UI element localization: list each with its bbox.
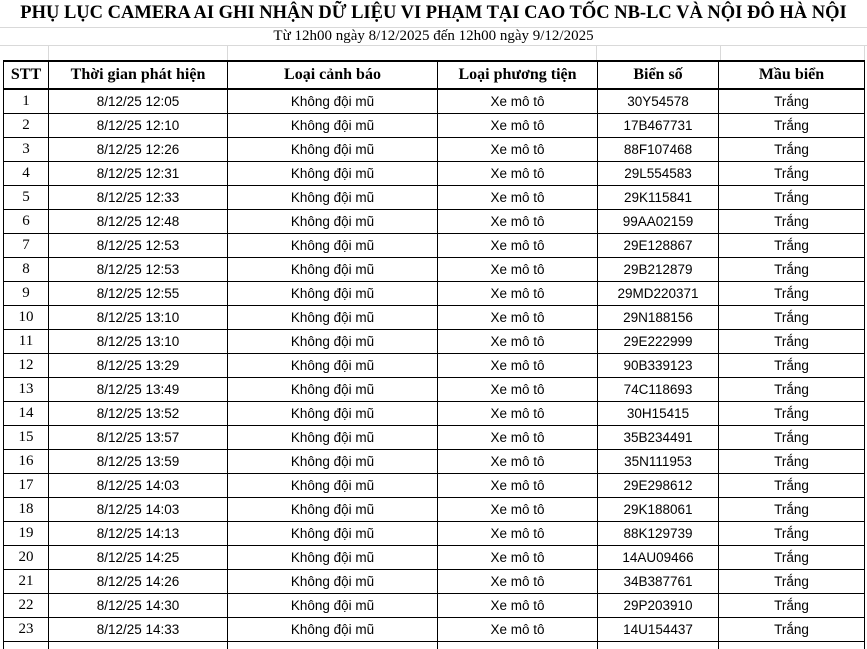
cell-stt: 14 (4, 401, 49, 425)
spacer-row (0, 46, 867, 60)
cell-plate-color: Trắng (719, 449, 865, 473)
cell-plate: 35B234491 (598, 425, 719, 449)
cell-stt: 17 (4, 473, 49, 497)
cell-warning-type: Không đội mũ (228, 521, 438, 545)
table-header (4, 61, 865, 89)
table-row (4, 305, 865, 329)
cell-vehicle-type: Xe mô tô (438, 449, 598, 473)
cell-stt: 1 (4, 89, 49, 113)
cell-vehicle-type: Xe mô tô (438, 137, 598, 161)
cell-plate-color: Trắng (719, 377, 865, 401)
cell-plate: 29K188061 (598, 497, 719, 521)
column-header-stt: STT (4, 61, 49, 89)
gridline-vertical (864, 46, 865, 60)
cell-plate-color: Trắng (719, 401, 865, 425)
cell-warning-type (228, 641, 438, 649)
cell-stt: 19 (4, 521, 49, 545)
cell-detected-at: 8/12/25 12:53 (49, 257, 228, 281)
cell-detected-at: 8/12/25 13:52 (49, 401, 228, 425)
cell-stt: 18 (4, 497, 49, 521)
cell-plate: 17B467731 (598, 113, 719, 137)
cell-plate: 30Y54578 (598, 89, 719, 113)
cell-vehicle-type: Xe mô tô (438, 161, 598, 185)
cell-plate: 34B387761 (598, 569, 719, 593)
cell-stt: 6 (4, 209, 49, 233)
cell-warning-type: Không đội mũ (228, 89, 438, 113)
table-row (4, 425, 865, 449)
cell-detected-at: 8/12/25 13:59 (49, 449, 228, 473)
cell-plate: 29P203910 (598, 593, 719, 617)
table-row (4, 161, 865, 185)
cell-stt: 22 (4, 593, 49, 617)
cell-plate: 29N188156 (598, 305, 719, 329)
cell-plate: 99AA02159 (598, 209, 719, 233)
cell-plate: 29MD220371 (598, 281, 719, 305)
cell-plate: 35N111953 (598, 449, 719, 473)
cell-detected-at: 8/12/25 14:33 (49, 617, 228, 641)
cell-detected-at: 8/12/25 14:13 (49, 521, 228, 545)
cell-vehicle-type: Xe mô tô (438, 377, 598, 401)
table-row (4, 209, 865, 233)
table-row (4, 521, 865, 545)
cell-plate-color (719, 641, 865, 649)
table-row (4, 257, 865, 281)
cell-detected-at: 8/12/25 12:10 (49, 113, 228, 137)
cell-detected-at: 8/12/25 13:29 (49, 353, 228, 377)
cell-warning-type: Không đội mũ (228, 137, 438, 161)
cell-warning-type: Không đội mũ (228, 185, 438, 209)
cell-detected-at: 8/12/25 12:48 (49, 209, 228, 233)
cell-plate: 14AU09466 (598, 545, 719, 569)
table-row (4, 281, 865, 305)
violations-table (3, 60, 865, 649)
cell-stt: 10 (4, 305, 49, 329)
table-row (4, 473, 865, 497)
table-row (4, 233, 865, 257)
cell-vehicle-type: Xe mô tô (438, 545, 598, 569)
cell-detected-at: 8/12/25 12:33 (49, 185, 228, 209)
cell-warning-type: Không đội mũ (228, 353, 438, 377)
cell-warning-type: Không đội mũ (228, 233, 438, 257)
cell-stt: 16 (4, 449, 49, 473)
cell-detected-at: 8/12/25 14:26 (49, 569, 228, 593)
cell-plate: 29B212879 (598, 257, 719, 281)
cell-plate-color: Trắng (719, 209, 865, 233)
header-row (4, 61, 865, 89)
partial-row (4, 641, 865, 649)
cell-plate-color: Trắng (719, 593, 865, 617)
table-row (4, 593, 865, 617)
column-header-color: Mầu biển (719, 61, 865, 89)
cell-warning-type: Không đội mũ (228, 401, 438, 425)
cell-detected-at: 8/12/25 13:49 (49, 377, 228, 401)
column-header-time: Thời gian phát hiện (49, 61, 228, 89)
table-row (4, 449, 865, 473)
cell-stt: 8 (4, 257, 49, 281)
cell-detected-at: 8/12/25 13:10 (49, 305, 228, 329)
cell-vehicle-type: Xe mô tô (438, 329, 598, 353)
cell-stt (4, 641, 49, 649)
cell-plate: 90B339123 (598, 353, 719, 377)
cell-vehicle-type: Xe mô tô (438, 569, 598, 593)
cell-stt: 9 (4, 281, 49, 305)
cell-warning-type: Không đội mũ (228, 161, 438, 185)
cell-detected-at (49, 641, 228, 649)
cell-stt: 5 (4, 185, 49, 209)
cell-warning-type: Không đội mũ (228, 545, 438, 569)
report-title: PHỤ LỤC CAMERA AI GHI NHẬN DỮ LIỆU VI PHẠM TẠI CAO TỐC NB-LC VÀ NỘI ĐÔ HÀ NỘI (0, 0, 867, 28)
cell-vehicle-type: Xe mô tô (438, 281, 598, 305)
cell-detected-at: 8/12/25 14:03 (49, 497, 228, 521)
cell-stt: 23 (4, 617, 49, 641)
cell-vehicle-type: Xe mô tô (438, 113, 598, 137)
cell-plate-color: Trắng (719, 89, 865, 113)
cell-plate-color: Trắng (719, 137, 865, 161)
cell-warning-type: Không đội mũ (228, 113, 438, 137)
table-row (4, 113, 865, 137)
cell-detected-at: 8/12/25 14:30 (49, 593, 228, 617)
report-subtitle: Từ 12h00 ngày 8/12/2025 đến 12h00 ngày 9/12/2025 (0, 28, 867, 46)
cell-vehicle-type: Xe mô tô (438, 401, 598, 425)
gridline-vertical (720, 46, 721, 60)
cell-vehicle-type: Xe mô tô (438, 497, 598, 521)
cell-warning-type: Không đội mũ (228, 425, 438, 449)
column-header-vehicle: Loại phương tiện (438, 61, 598, 89)
cell-vehicle-type: Xe mô tô (438, 209, 598, 233)
cell-vehicle-type (438, 641, 598, 649)
table-row (4, 89, 865, 113)
table-row (4, 545, 865, 569)
cell-plate-color: Trắng (719, 257, 865, 281)
cell-stt: 7 (4, 233, 49, 257)
cell-stt: 20 (4, 545, 49, 569)
gridline-vertical (596, 46, 597, 60)
cell-stt: 15 (4, 425, 49, 449)
cell-vehicle-type: Xe mô tô (438, 473, 598, 497)
cell-warning-type: Không đội mũ (228, 377, 438, 401)
table-row (4, 401, 865, 425)
cell-warning-type: Không đội mũ (228, 569, 438, 593)
cell-plate-color: Trắng (719, 425, 865, 449)
cell-plate-color: Trắng (719, 305, 865, 329)
cell-plate-color: Trắng (719, 329, 865, 353)
cell-plate-color: Trắng (719, 281, 865, 305)
table-row (4, 329, 865, 353)
cell-plate-color: Trắng (719, 233, 865, 257)
cell-plate: 29L554583 (598, 161, 719, 185)
table-row (4, 137, 865, 161)
cell-plate: 29E298612 (598, 473, 719, 497)
cell-detected-at: 8/12/25 12:31 (49, 161, 228, 185)
gridline-vertical (48, 46, 49, 60)
table-row (4, 617, 865, 641)
cell-plate-color: Trắng (719, 353, 865, 377)
gridline-vertical (227, 46, 228, 60)
cell-plate-color: Trắng (719, 185, 865, 209)
cell-vehicle-type: Xe mô tô (438, 305, 598, 329)
cell-plate: 88K129739 (598, 521, 719, 545)
cell-detected-at: 8/12/25 12:55 (49, 281, 228, 305)
cell-detected-at: 8/12/25 13:57 (49, 425, 228, 449)
cell-vehicle-type: Xe mô tô (438, 425, 598, 449)
cell-vehicle-type: Xe mô tô (438, 257, 598, 281)
cell-vehicle-type: Xe mô tô (438, 521, 598, 545)
cell-plate: 29K115841 (598, 185, 719, 209)
cell-vehicle-type: Xe mô tô (438, 353, 598, 377)
table-body (4, 89, 865, 649)
column-header-warning: Loại cảnh báo (228, 61, 438, 89)
cell-vehicle-type: Xe mô tô (438, 233, 598, 257)
cell-plate-color: Trắng (719, 617, 865, 641)
cell-warning-type: Không đội mũ (228, 473, 438, 497)
cell-detected-at: 8/12/25 13:10 (49, 329, 228, 353)
cell-vehicle-type: Xe mô tô (438, 593, 598, 617)
cell-plate: 88F107468 (598, 137, 719, 161)
table-row (4, 185, 865, 209)
cell-detected-at: 8/12/25 12:05 (49, 89, 228, 113)
table-row (4, 353, 865, 377)
cell-warning-type: Không đội mũ (228, 497, 438, 521)
cell-stt: 3 (4, 137, 49, 161)
cell-plate (598, 641, 719, 649)
cell-plate: 14U154437 (598, 617, 719, 641)
cell-plate-color: Trắng (719, 113, 865, 137)
cell-plate-color: Trắng (719, 521, 865, 545)
table-row (4, 497, 865, 521)
cell-plate-color: Trắng (719, 473, 865, 497)
cell-plate: 29E222999 (598, 329, 719, 353)
cell-warning-type: Không đội mũ (228, 617, 438, 641)
cell-vehicle-type: Xe mô tô (438, 89, 598, 113)
cell-stt: 4 (4, 161, 49, 185)
cell-plate: 30H15415 (598, 401, 719, 425)
cell-plate: 29E128867 (598, 233, 719, 257)
cell-warning-type: Không đội mũ (228, 593, 438, 617)
cell-detected-at: 8/12/25 12:53 (49, 233, 228, 257)
cell-plate-color: Trắng (719, 545, 865, 569)
cell-plate-color: Trắng (719, 161, 865, 185)
table-row (4, 377, 865, 401)
cell-warning-type: Không đội mũ (228, 281, 438, 305)
cell-warning-type: Không đội mũ (228, 329, 438, 353)
cell-warning-type: Không đội mũ (228, 449, 438, 473)
cell-detected-at: 8/12/25 14:03 (49, 473, 228, 497)
cell-plate-color: Trắng (719, 497, 865, 521)
cell-warning-type: Không đội mũ (228, 305, 438, 329)
cell-warning-type: Không đội mũ (228, 257, 438, 281)
cell-stt: 11 (4, 329, 49, 353)
cell-warning-type: Không đội mũ (228, 209, 438, 233)
cell-stt: 21 (4, 569, 49, 593)
cell-plate: 74C118693 (598, 377, 719, 401)
table-row (4, 569, 865, 593)
cell-vehicle-type: Xe mô tô (438, 185, 598, 209)
column-header-plate: Biển số (598, 61, 719, 89)
cell-stt: 12 (4, 353, 49, 377)
cell-detected-at: 8/12/25 12:26 (49, 137, 228, 161)
cell-stt: 13 (4, 377, 49, 401)
cell-stt: 2 (4, 113, 49, 137)
cell-plate-color: Trắng (719, 569, 865, 593)
cell-detected-at: 8/12/25 14:25 (49, 545, 228, 569)
cell-vehicle-type: Xe mô tô (438, 617, 598, 641)
